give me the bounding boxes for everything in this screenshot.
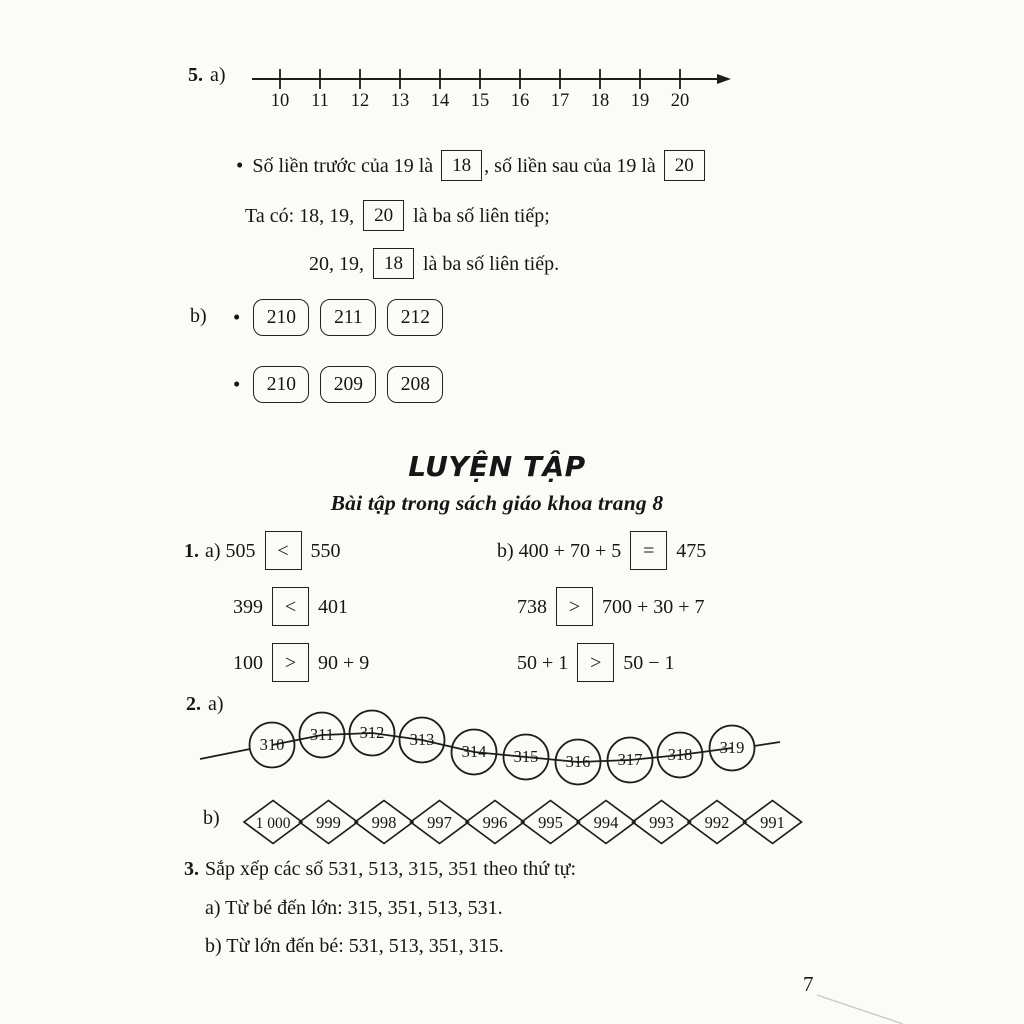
- tick-label: 18: [590, 91, 610, 111]
- problem3-answer-a: a) Từ bé đến lớn: 315, 351, 513, 531.: [205, 897, 503, 919]
- tick-label: 17: [550, 91, 570, 111]
- problem1-row1-left: [184, 531, 341, 570]
- part-b-text: b): [190, 305, 207, 327]
- page-number-text: 7: [803, 972, 814, 996]
- line3-text-pre: 20, 19,: [309, 252, 364, 275]
- rounded-number-box: 210: [253, 299, 309, 336]
- rounded-number-box: 210: [253, 366, 309, 403]
- expression-text: 550: [310, 539, 341, 562]
- expression-text: 475: [676, 539, 707, 562]
- problem5-part-b-label: [190, 306, 207, 326]
- svg-text:991: 991: [760, 813, 785, 832]
- expression-text: 50 − 1: [623, 651, 675, 674]
- bullet-icon: •: [236, 153, 244, 177]
- svg-text:996: 996: [482, 813, 508, 832]
- problem5-number: 5.: [188, 64, 203, 86]
- svg-text:317: 317: [617, 750, 643, 769]
- svg-text:313: 313: [409, 730, 435, 749]
- svg-text:314: 314: [461, 742, 487, 761]
- tick-label: 12: [350, 91, 370, 111]
- bead-chain-figure: [192, 701, 802, 793]
- problem1-row2-left: [233, 587, 348, 626]
- expression-text: b) 400 + 70 + 5: [497, 539, 622, 562]
- expression-text: 100: [233, 651, 263, 674]
- expression-text: 401: [318, 595, 348, 618]
- problem2-part-a-label: a): [208, 693, 224, 715]
- answer-box: 18: [441, 150, 482, 181]
- problem1-row2-right: [517, 587, 705, 626]
- bead-labels: [260, 723, 745, 771]
- problem2-part-b-label: [203, 808, 220, 828]
- number-line-arrow-icon: [717, 74, 731, 84]
- expression-text: 700 + 30 + 7: [602, 595, 705, 618]
- tick-label: 20: [670, 91, 690, 111]
- problem5-label: [188, 65, 226, 85]
- rounded-number-box: 209: [320, 366, 376, 403]
- comparison-box: <: [272, 587, 309, 626]
- problem5-b-row1: [233, 299, 443, 336]
- tick-label: 10: [270, 91, 290, 111]
- svg-text:998: 998: [371, 813, 397, 832]
- svg-text:992: 992: [704, 813, 730, 832]
- tick-label: 14: [430, 91, 450, 111]
- bullet-icon: •: [233, 305, 241, 329]
- page-curl-line: [795, 985, 935, 1024]
- problem5-line2: [245, 200, 550, 231]
- svg-text:999: 999: [316, 813, 341, 832]
- comparison-box: <: [265, 531, 302, 570]
- expression-text: 90 + 9: [318, 651, 370, 674]
- chain-trail-line: [754, 742, 780, 746]
- problem3-title: [184, 859, 576, 879]
- line1-text-pre: Số liền trước của 19 là: [252, 154, 434, 177]
- expression-text: a) 505: [205, 539, 256, 562]
- section-heading: LUYỆN TẬP: [408, 450, 586, 483]
- section-subheading: Bài tập trong sách giáo khoa trang 8: [330, 491, 664, 515]
- part-b-text: b): [203, 807, 220, 829]
- svg-text:1 000: 1 000: [255, 815, 291, 832]
- problem1-row3-right: [517, 643, 675, 682]
- problem3-title-text: Sắp xếp các số 531, 513, 315, 351 theo thứ tự:: [205, 858, 577, 880]
- problem3-line-b: [205, 936, 504, 956]
- answer-box: 20: [363, 200, 404, 231]
- bullet-icon: •: [233, 372, 241, 396]
- comparison-box: >: [577, 643, 614, 682]
- answer-box: 18: [373, 248, 414, 279]
- svg-text:318: 318: [667, 745, 693, 764]
- svg-text:315: 315: [513, 747, 539, 766]
- rounded-number-box: 211: [320, 299, 376, 336]
- answer-box: 20: [664, 150, 705, 181]
- line2-text-post: là ba số liên tiếp;: [413, 204, 550, 227]
- svg-text:997: 997: [427, 813, 452, 832]
- rounded-number-box: 212: [387, 299, 443, 336]
- tick-label: 19: [630, 91, 650, 111]
- problem3-number: 3.: [184, 858, 199, 880]
- svg-text:319: 319: [719, 738, 745, 757]
- problem2-number: 2.: [186, 693, 201, 715]
- problem5-line1: [236, 150, 705, 181]
- chain-lead-line: [200, 749, 250, 759]
- tick-label: 11: [311, 91, 329, 111]
- tick-label: 15: [470, 91, 490, 111]
- expression-text: 738: [517, 595, 547, 618]
- tick-label: 16: [510, 91, 530, 111]
- svg-text:311: 311: [309, 725, 335, 744]
- svg-text:316: 316: [565, 752, 591, 771]
- problem5-b-row2: [233, 366, 443, 403]
- comparison-box: >: [556, 587, 593, 626]
- svg-text:993: 993: [649, 813, 674, 832]
- problem1-number: 1.: [184, 539, 199, 562]
- svg-text:994: 994: [593, 813, 619, 832]
- tick-label: 13: [390, 91, 410, 111]
- svg-text:310: 310: [259, 735, 285, 754]
- expression-text: 399: [233, 595, 263, 618]
- diamond-chain-figure: [238, 796, 824, 850]
- problem1-row3-left: [233, 643, 369, 682]
- problem1-row1-right: [497, 531, 706, 570]
- svg-text:995: 995: [538, 813, 563, 832]
- diamond-labels: [256, 813, 785, 832]
- line1-text-mid: , số liền sau của 19 là: [484, 154, 656, 177]
- svg-text:312: 312: [359, 723, 385, 742]
- expression-text: 50 + 1: [517, 651, 569, 674]
- problem3-line-a: [205, 898, 503, 918]
- problem3-answer-b: b) Từ lớn đến bé: 531, 513, 351, 315.: [205, 935, 504, 957]
- problem5-line3: [309, 248, 559, 279]
- comparison-box: >: [272, 643, 309, 682]
- rounded-number-box: 208: [387, 366, 443, 403]
- line3-text-post: là ba số liên tiếp.: [423, 252, 560, 275]
- problem5-part-a-label: a): [210, 64, 226, 86]
- line2-text-pre: Ta có: 18, 19,: [245, 204, 355, 227]
- number-line-figure: [238, 46, 748, 110]
- comparison-box: =: [630, 531, 667, 570]
